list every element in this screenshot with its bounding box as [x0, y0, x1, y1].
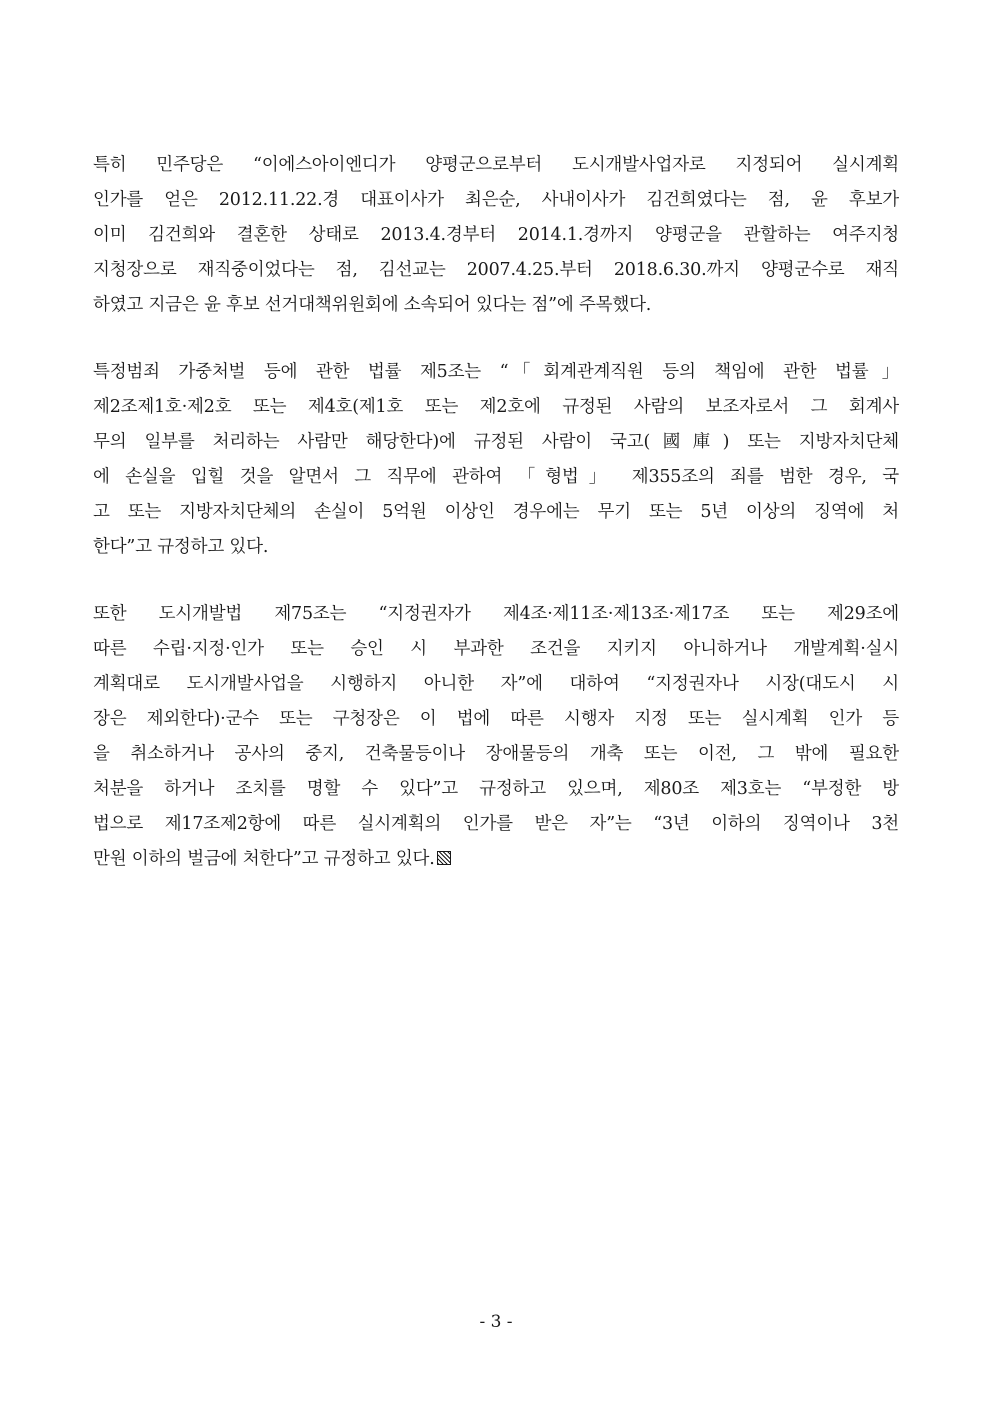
paragraph-1 [93, 148, 899, 323]
page-number: - 3 - [479, 1312, 513, 1332]
paragraph-line: 지청장으로 재직중이었다는 점, 김선교는 2007.4.25.부터 2018.6.30.까지 양평군수로 재직 [93, 260, 899, 280]
paragraph-2 [93, 355, 899, 565]
paragraph-line: 고 또는 지방자치단체의 손실이 5억원 이상인 경우에는 무기 또는 5년 이상의 징역에 처 [93, 502, 899, 522]
paragraph-line-text: 만원 이하의 벌금에 처한다”고 규정하고 있다. [93, 849, 435, 869]
paragraph-line: 특정범죄 가중처벌 등에 관한 법률 제5조는 “「회계관계직원 등의 책임에 관한 법률」 [93, 362, 899, 382]
paragraph-line: 하였고 지금은 윤 후보 선거대책위원회에 소속되어 있다는 점”에 주목했다. [93, 295, 652, 315]
paragraph-line: 장은 제외한다)·군수 또는 구청장은 이 법에 따른 시행자 지정 또는 실시계획 인가 등 [93, 709, 899, 729]
paragraph-line: 한다”고 규정하고 있다. [93, 537, 269, 557]
paragraph-line: 따른 수립·지정·인가 또는 승인 시 부과한 조건을 지키지 아니하거나 개발계획·실시 [93, 639, 899, 659]
paragraph-line: 법으로 제17조제2항에 따른 실시계획의 인가를 받은 자”는 “3년 이하의 징역이나 3천 [93, 814, 899, 834]
paragraph-line: 계획대로 도시개발사업을 시행하지 아니한 자”에 대하여 “지정권자나 시장(대도시 시 [93, 674, 899, 694]
paragraph-last-line [93, 842, 899, 877]
hatched-square-icon [437, 851, 451, 865]
paragraph-line: 인가를 얻은 2012.11.22.경 대표이사가 최은순, 사내이사가 김건희였다는 점, 윤 후보가 [93, 190, 899, 210]
paragraph-line: 을 취소하거나 공사의 중지, 건축물등이나 장애물등의 개축 또는 이전, 그 밖에 필요한 [93, 744, 899, 764]
paragraph-line: 특히 민주당은 “이에스아이엔디가 양평군으로부터 도시개발사업자로 지정되어 실시계획 [93, 155, 899, 175]
paragraph-line: 또한 도시개발법 제75조는 “지정권자가 제4조·제11조·제13조·제17조 또는 제29조에 [93, 604, 899, 624]
paragraph-line: 이미 김건희와 결혼한 상태로 2013.4.경부터 2014.1.경까지 양평군을 관할하는 여주지청 [93, 225, 899, 245]
paragraph-line: 제2조제1호·제2호 또는 제4호(제1호 또는 제2호에 규정된 사람의 보조자로서 그 회계사 [93, 397, 899, 417]
paragraph-line: 처분을 하거나 조치를 명할 수 있다”고 규정하고 있으며, 제80조 제3호는 “부정한 방 [93, 779, 899, 799]
paragraph-3 [93, 597, 899, 877]
paragraph-line: 무의 일부를 처리하는 사람만 해당한다)에 규정된 사람이 국고(國庫) 또는 지방자치단체 [93, 432, 899, 452]
paragraph-line: 에 손실을 입힐 것을 알면서 그 직무에 관하여 「형법」 제355조의 죄를 범한 경우, 국 [93, 467, 899, 487]
